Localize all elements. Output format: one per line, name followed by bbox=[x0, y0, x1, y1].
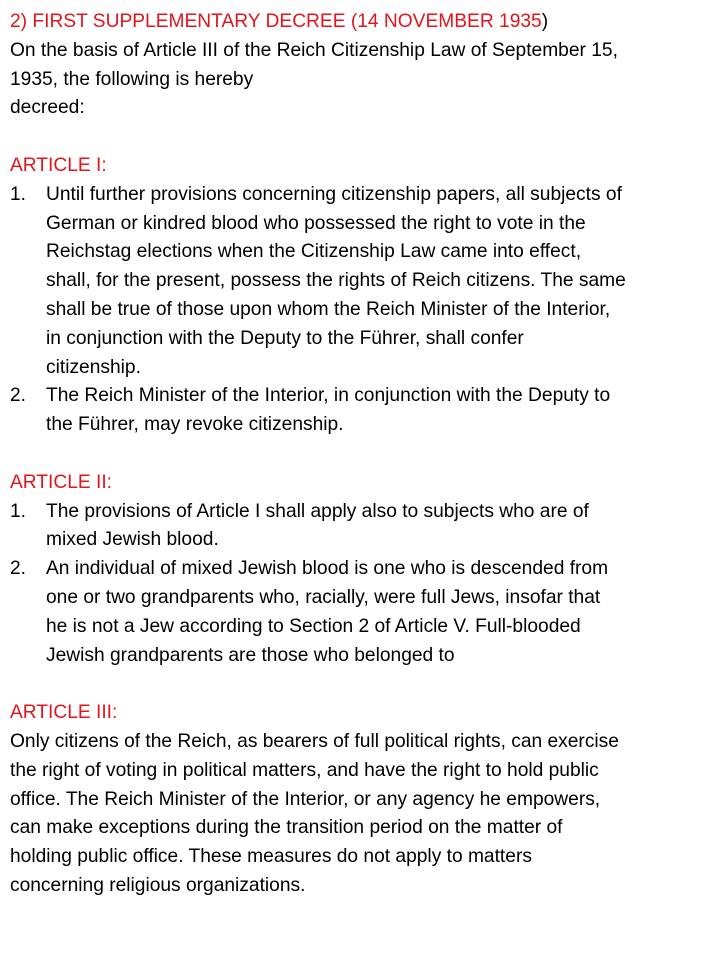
article-2-item-1 bbox=[10, 498, 712, 556]
article-1-heading: ARTICLE I: bbox=[10, 154, 107, 176]
article-1-section bbox=[10, 152, 712, 440]
item-number: 2. bbox=[10, 385, 27, 407]
spacer bbox=[10, 440, 712, 469]
spacer bbox=[10, 670, 712, 699]
decree-intro-line-3: decreed: bbox=[10, 97, 85, 119]
item-number: 1. bbox=[10, 500, 27, 522]
item-line: The Reich Minister of the Interior, in conjunction with the Deputy to bbox=[46, 385, 611, 407]
item-line: An individual of mixed Jewish blood is one who is descended from bbox=[46, 558, 609, 580]
item-line: The provisions of Article I shall apply also to subjects who are of bbox=[46, 500, 589, 522]
item-line: mixed Jewish blood. bbox=[46, 529, 219, 551]
item-number: 1. bbox=[10, 183, 27, 205]
article-1-item-2 bbox=[10, 382, 712, 440]
article-2-item-2 bbox=[10, 555, 712, 670]
decree-intro-line-1: On the basis of Article III of the Reich Citizenship Law of September 15, bbox=[10, 39, 618, 61]
decree-title-suffix: ) bbox=[541, 11, 549, 32]
item-line: one or two grandparents who, racially, were full Jews, insofar that bbox=[46, 586, 601, 608]
item-line: Reichstag elections when the Citizenship Law came into effect, bbox=[46, 241, 582, 263]
article-2-heading: ARTICLE II: bbox=[10, 471, 113, 493]
article-3-line: Only citizens of the Reich, as bearers of full political rights, can exercise bbox=[10, 730, 619, 752]
article-1-list bbox=[10, 181, 712, 440]
article-3-line: office. The Reich Minister of the Interior, or any agency he empowers, bbox=[10, 788, 601, 810]
item-line: Jewish grandparents are those who belonged to bbox=[46, 644, 455, 666]
decree-title: 2) FIRST SUPPLEMENTARY DECREE (14 NOVEMBER 1935 bbox=[10, 11, 542, 32]
item-line: German or kindred blood who possessed the right to vote in the bbox=[46, 212, 586, 234]
item-line: he is not a Jew according to Section 2 of Article V. Full-blooded bbox=[46, 615, 581, 637]
item-line: in conjunction with the Deputy to the Führer, shall confer bbox=[46, 327, 524, 349]
item-line: Until further provisions concerning citizenship papers, all subjects of bbox=[46, 183, 622, 205]
article-3-line: concerning religious organizations. bbox=[10, 874, 306, 896]
article-3-line: can make exceptions during the transition period on the matter of bbox=[10, 817, 563, 839]
item-number: 2. bbox=[10, 558, 27, 580]
document-page bbox=[10, 8, 712, 901]
article-1-item-1 bbox=[10, 181, 712, 383]
article-3-section bbox=[10, 699, 712, 901]
article-2-section bbox=[10, 469, 712, 671]
decree-header bbox=[10, 8, 712, 123]
article-2-list bbox=[10, 498, 712, 671]
article-3-line: holding public office. These measures do not apply to matters bbox=[10, 846, 532, 868]
item-line: shall, for the present, possess the rights of Reich citizens. The same bbox=[46, 270, 626, 292]
article-3-heading: ARTICLE III: bbox=[10, 702, 118, 724]
decree-intro-line-2: 1935, the following is hereby bbox=[10, 68, 254, 90]
item-line: the Führer, may revoke citizenship. bbox=[46, 414, 344, 436]
item-line: citizenship. bbox=[46, 356, 141, 378]
article-3-line: the right of voting in political matters, and have the right to hold public bbox=[10, 759, 599, 781]
item-line: shall be true of those upon whom the Reich Minister of the Interior, bbox=[46, 298, 611, 320]
spacer bbox=[10, 123, 712, 152]
decree-title-line bbox=[10, 8, 712, 37]
